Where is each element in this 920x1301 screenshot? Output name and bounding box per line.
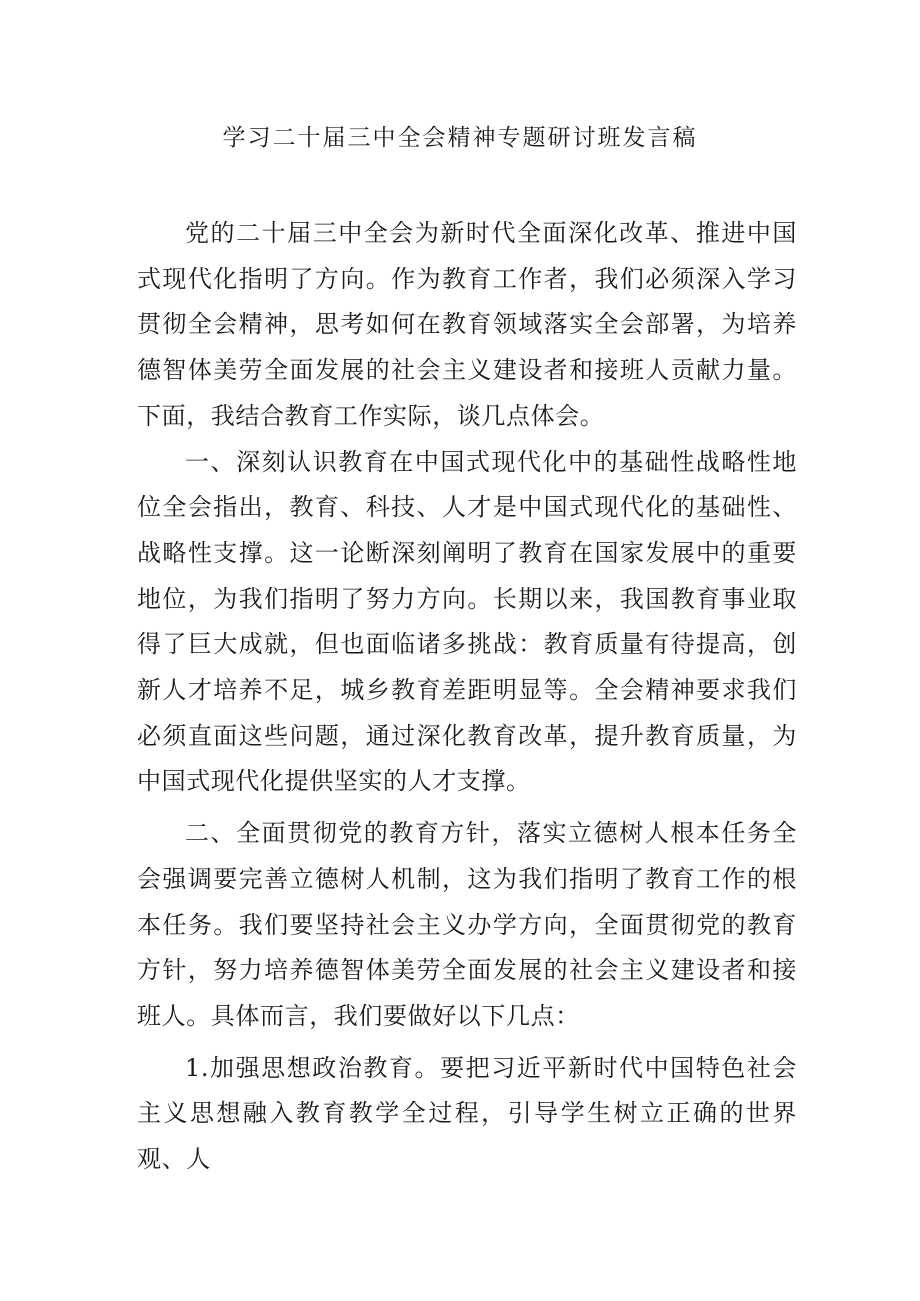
paragraph-section-1: 一、深刻认识教育在中国式现代化中的基础性战略性地位全会指出，教育、科技、人才是中国式现代化的基础性、战略性支撑。这一论断深刻阐明了教育在国家发展中的重要地位，为我们指明了努力方向。长期以来，我国教育事业取得了巨大成就，但也面临诸多挑战：教育质量有待提高，创新人才培养不足，城乡教育差距明显等。全会精神要求我们必须直面这些问题，通过深化教育改革，提升教育质量，为中国式现代化提供坚实的人才支撑。: [137, 447, 797, 796]
document-body: [137, 211, 797, 1183]
paragraph-point-1: 1.加强思想政治教育。要把习近平新时代中国特色社会主义思想融入教育教学全过程，引导学生树立正确的世界观、人: [137, 1053, 797, 1174]
paragraph-section-2: 二、全面贯彻党的教育方针，落实立德树人根本任务全会强调要完善立德树人机制，这为我们指明了教育工作的根本任务。我们要坚持社会主义办学方向，全面贯彻党的教育方针，努力培养德智体美劳全面发展的社会主义建设者和接班人。具体而言，我们要做好以下几点：: [137, 819, 797, 1030]
document-title: 学习二十届三中全会精神专题研讨班发言稿: [222, 125, 698, 151]
paragraph-intro: 党的二十届三中全会为新时代全面深化改革、推进中国式现代化指明了方向。作为教育工作者，我们必须深入学习贯彻全会精神，思考如何在教育领域落实全会部署，为培养德智体美劳全面发展的社会主义建设者和接班人贡献力量。下面，我结合教育工作实际，谈几点体会。: [137, 219, 797, 430]
